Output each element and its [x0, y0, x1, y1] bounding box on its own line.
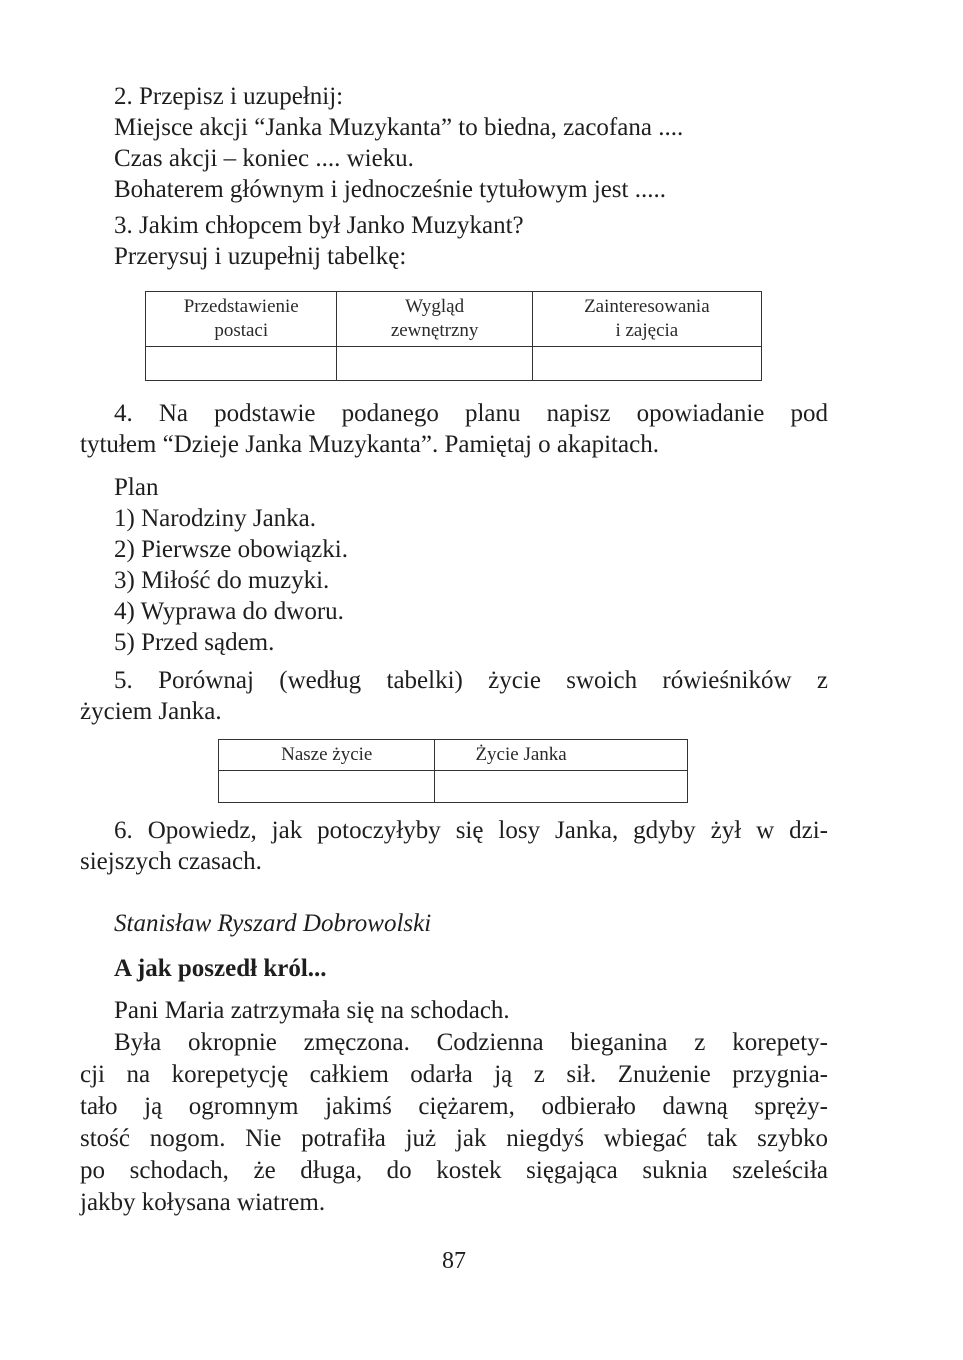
story-line: stość nogom. Nie potrafiła już jak niegdyś wbiegać tak szybko [80, 1125, 828, 1152]
page-number: 87 [442, 1248, 466, 1274]
empty-cell [219, 771, 435, 803]
empty-cell [337, 347, 532, 381]
header-text: Wygląd [405, 296, 465, 317]
story-line: Pani Maria zatrzymała się na schodach. [114, 997, 510, 1024]
header-text: Przedstawienie [183, 296, 299, 317]
header-text: zewnętrzny [390, 320, 479, 341]
empty-cell [146, 347, 337, 381]
plan-item: 4) Wyprawa do dworu. [114, 598, 344, 625]
exercise-3-heading: 3. Jakim chłopcem był Janko Muzykant? [114, 212, 524, 239]
story-line: cji na korepetycję całkiem odarła ją z sił. Znużenie przygnia- [80, 1061, 828, 1088]
plan-item: 3) Miłość do muzyki. [114, 567, 330, 594]
exercise-6-line: siejszych czasach. [80, 848, 262, 875]
plan-title: Plan [114, 474, 159, 501]
exercise-2-line: Miejsce akcji “Janka Muzykanta” to biedna, zacofana .... [114, 114, 684, 141]
table-header-cell [532, 292, 761, 347]
exercise-2-line: Czas akcji – koniec .... wieku. [114, 145, 414, 172]
header-text: i zajęcia [615, 320, 679, 341]
plan-item: 1) Narodziny Janka. [114, 505, 317, 532]
exercise-6-heading: 6. Opowiedz, jak potoczyłyby się losy Janka, gdyby żył w dzi- [114, 817, 828, 844]
table-header-cell [146, 292, 337, 347]
table-header-cell [337, 292, 532, 347]
story-line: po schodach, że długa, do kostek sięgająca suknia szeleściła [80, 1157, 828, 1184]
header-text: postaci [214, 320, 269, 341]
exercise-5-heading: 5. Porównaj (według tabelki) życie swoich rówieśników z [114, 667, 828, 694]
plan-item: 2) Pierwsze obowiązki. [114, 536, 348, 563]
exercise-4-heading: 4. Na podstawie podanego planu napisz opowiadanie pod [114, 400, 828, 427]
header-text: Zainteresowania [584, 296, 710, 317]
story-author: Stanisław Ryszard Dobrowolski [114, 910, 432, 937]
story-line: jakby kołysana wiatrem. [80, 1189, 326, 1216]
exercise-5-line: życiem Janka. [80, 698, 222, 725]
character-table [145, 291, 762, 381]
exercise-2-line: Bohaterem głównym i jednocześnie tytułowym jest ..... [114, 176, 666, 203]
empty-cell [532, 347, 761, 381]
exercise-3-line: Przerysuj i uzupełnij tabelkę: [114, 243, 407, 270]
exercise-2-heading: 2. Przepisz i uzupełnij: [114, 83, 344, 110]
plan-item: 5) Przed sądem. [114, 629, 275, 656]
empty-cell [435, 771, 688, 803]
story-line: Była okropnie zmęczona. Codzienna bieganina z korepety- [114, 1029, 828, 1056]
story-title: A jak poszedł król... [114, 955, 327, 982]
table-header-cell: Życie Janka [435, 740, 688, 771]
exercise-4-line: tytułem “Dzieje Janka Muzykanta”. Pamiętaj o akapitach. [80, 431, 659, 458]
story-line: tało ją ogromnym jakimś ciężarem, odbierało dawną spręży- [80, 1093, 828, 1120]
table-header-cell: Nasze życie [219, 740, 435, 771]
comparison-table [218, 739, 688, 803]
